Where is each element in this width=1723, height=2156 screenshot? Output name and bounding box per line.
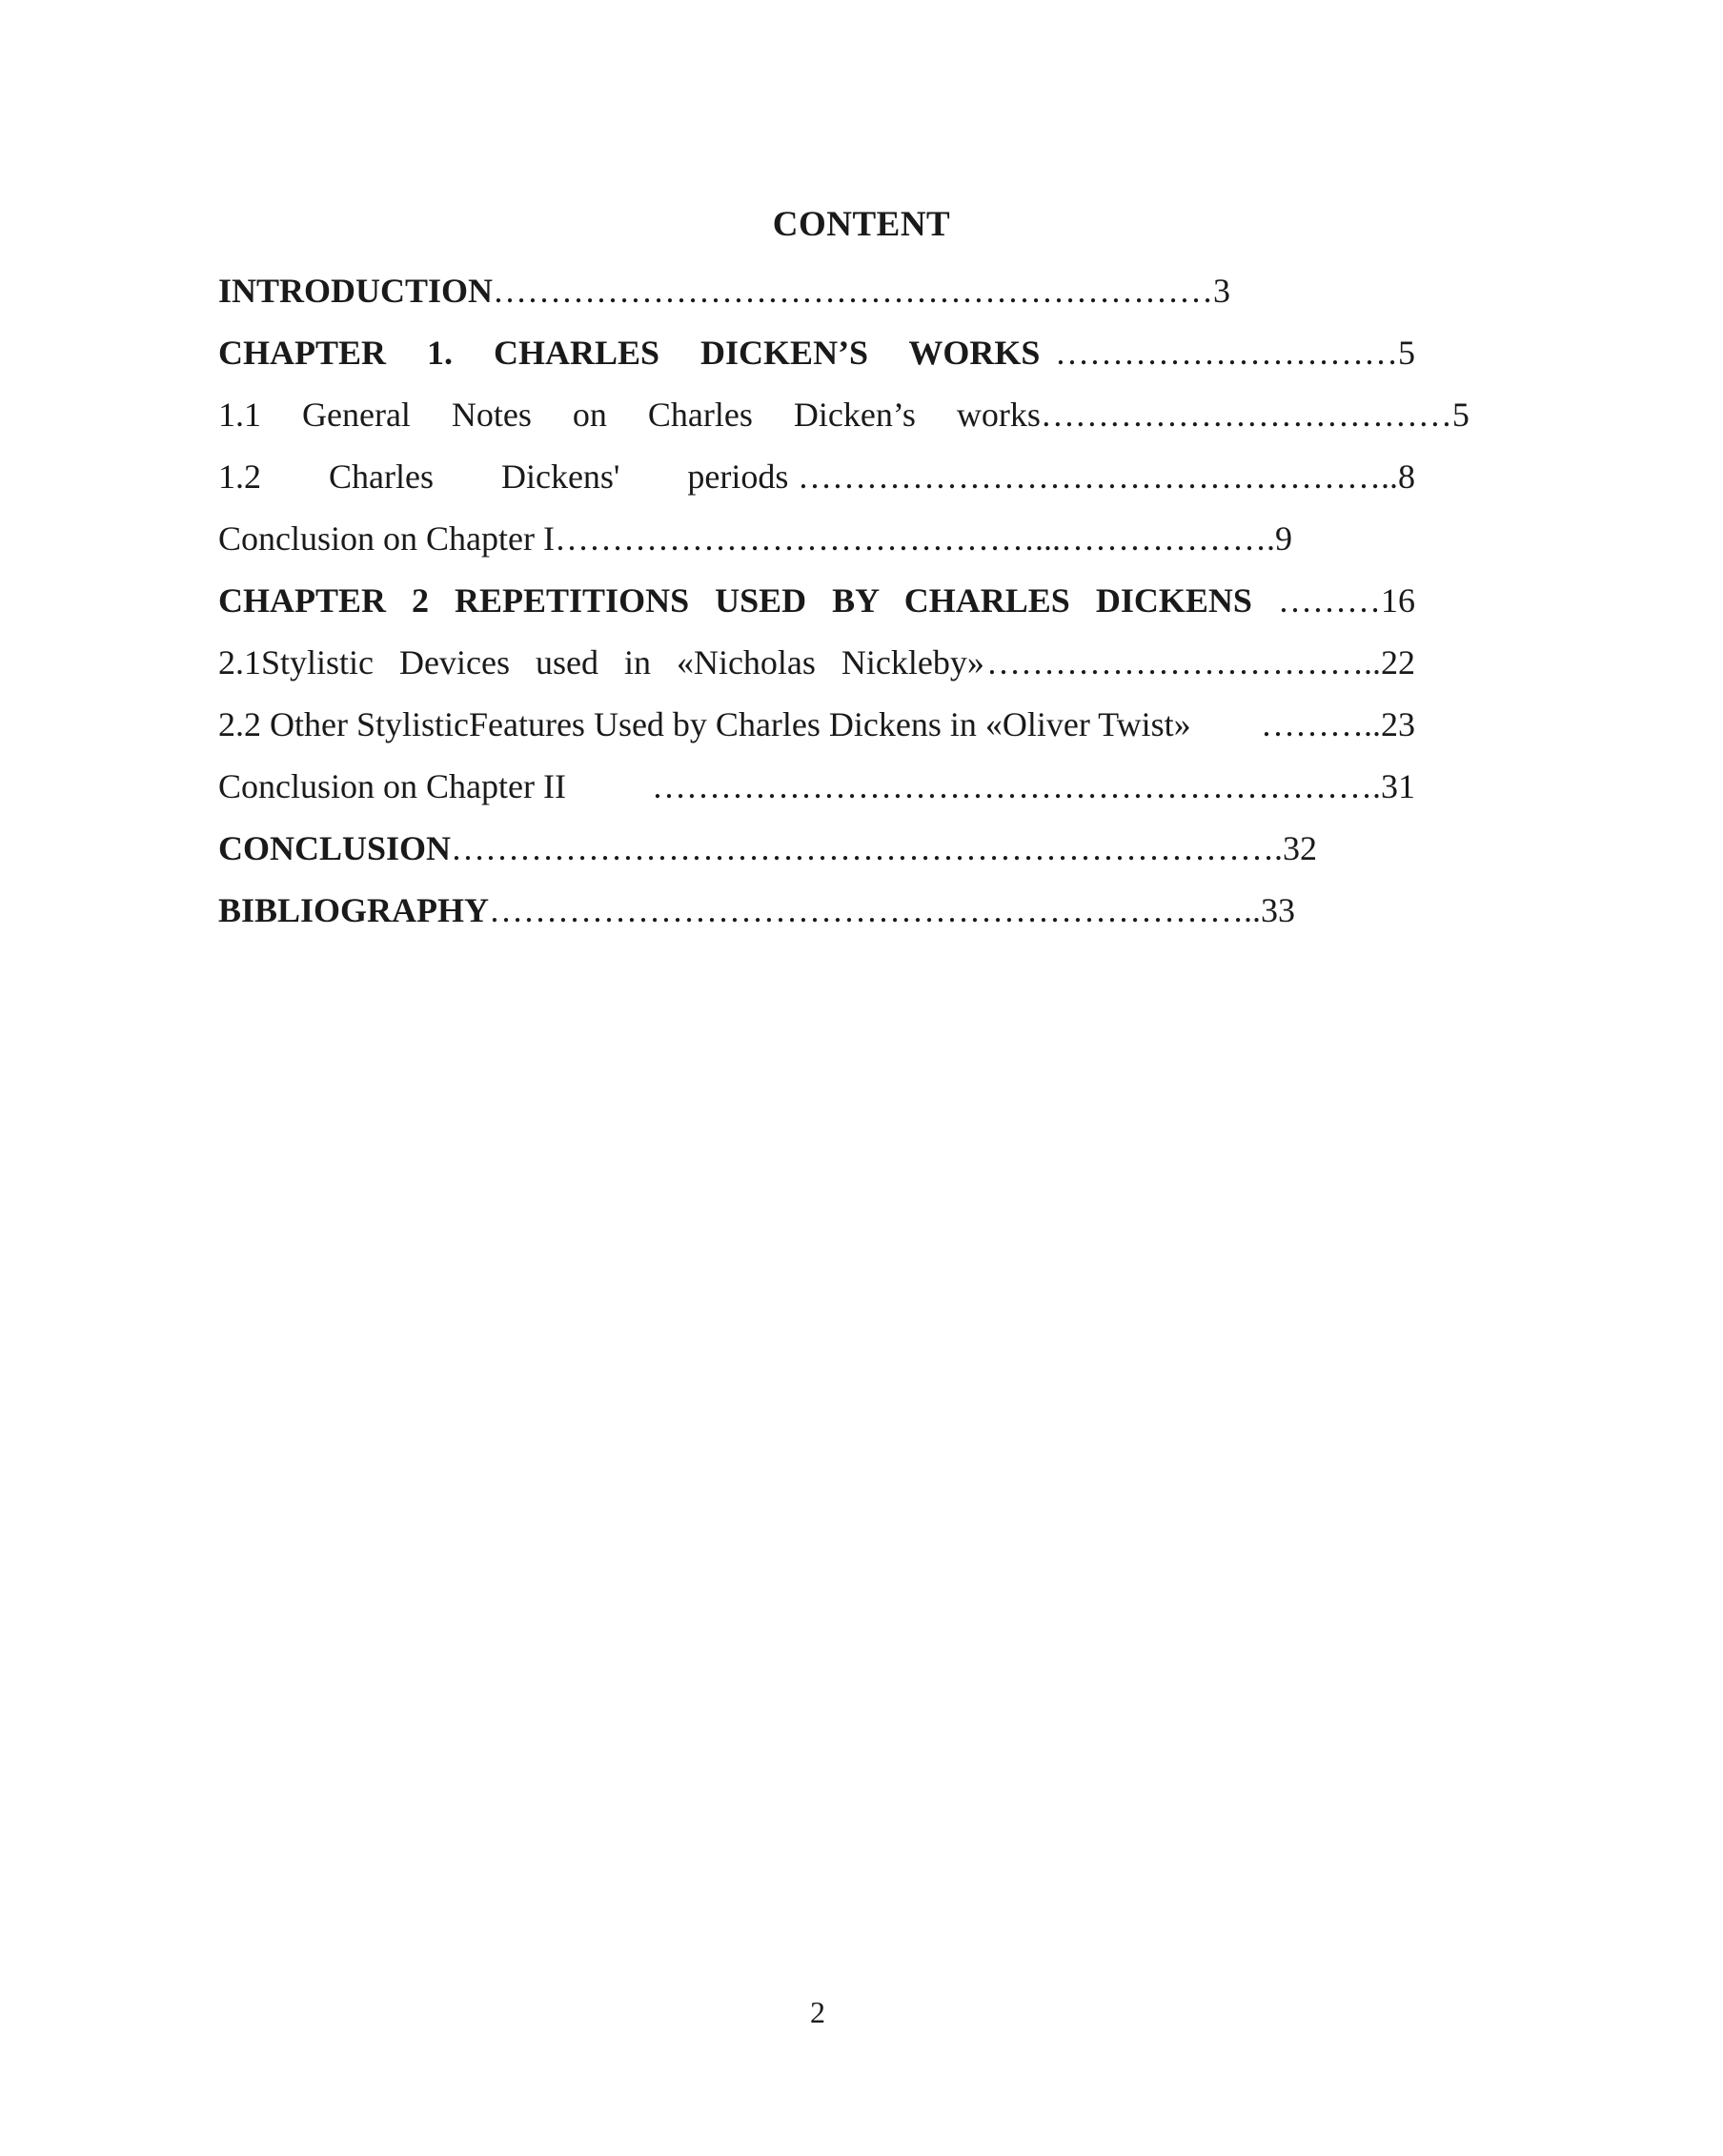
toc-entry-text: Conclusion on Chapter I: [218, 519, 555, 558]
page-number: 2: [810, 1995, 825, 2029]
toc-entry-conclusion-chapter-2[interactable]: [218, 763, 1415, 824]
toc-entry-1-2[interactable]: [218, 453, 1415, 515]
toc-leader-dots: ………: [1278, 581, 1381, 620]
table-of-contents: [218, 267, 1470, 948]
toc-entry-introduction[interactable]: [218, 267, 1310, 329]
toc-entry-tail: [798, 453, 1415, 500]
toc-entry-text: 2.2 Other StylisticFeatures Used by Charles Dickens in «Oliver Twist»: [218, 705, 1191, 743]
toc-page-number: 22: [1381, 643, 1415, 681]
toc-leader-dots: ………..: [1261, 705, 1381, 743]
toc-entry-conclusion[interactable]: [218, 824, 1403, 886]
toc-leader-dots: ……………………………………………………………….: [451, 829, 1284, 867]
toc-entry-text: 2.1Stylistic Devices used in «Nicholas Nickleby»: [218, 643, 984, 681]
toc-entry-tail: [1261, 701, 1415, 748]
toc-entry-text: INTRODUCTION: [218, 272, 494, 310]
toc-page-number: 5: [1398, 334, 1415, 372]
toc-leader-dots: ……………………………………...………………: [554, 519, 1267, 558]
toc-entry-text: 1.1 General Notes on Charles Dicken’s works: [218, 396, 1041, 434]
toc-entry-tail: [1041, 391, 1470, 438]
toc-page-number: 31: [1381, 767, 1415, 805]
toc-page-number: 32: [1283, 829, 1318, 867]
toc-entry-1-1[interactable]: [218, 391, 1470, 453]
toc-entry-tail: [986, 639, 1415, 686]
toc-entry-conclusion-chapter-1[interactable]: [218, 515, 1403, 577]
toc-entry-text: CHAPTER 2 REPETITIONS USED BY CHARLES DICKENS: [218, 581, 1252, 620]
toc-title: CONTENT: [772, 205, 951, 244]
toc-leader-dots: ……………………………..: [986, 643, 1381, 681]
toc-page-number: 5: [1451, 396, 1470, 434]
toc-entry-chapter-2[interactable]: [218, 577, 1415, 639]
toc-page-number: 8: [1398, 458, 1415, 496]
toc-leader-dots: …………………………: [1055, 334, 1398, 372]
toc-page-number: .9: [1266, 519, 1292, 558]
toc-page-number: 3: [1213, 272, 1231, 310]
toc-leader-dots: …………………………………………………………..: [489, 891, 1262, 929]
toc-entry-text: BIBLIOGRAPHY: [218, 891, 490, 929]
toc-entry-tail: [1278, 577, 1415, 624]
toc-leader-dots: ………………………………………………………: [493, 272, 1214, 310]
toc-entry-chapter-1[interactable]: [218, 329, 1415, 391]
toc-entry-text: Conclusion on Chapter II: [218, 767, 566, 805]
toc-page-number: 23: [1381, 705, 1415, 743]
toc-entry-bibliography[interactable]: [218, 886, 1383, 948]
toc-leader-dots: ……………………………………………………….: [652, 767, 1381, 805]
toc-leader-dots: ……………………………………………..: [798, 458, 1398, 496]
toc-page-number: 16: [1381, 581, 1415, 620]
toc-entry-text: CONCLUSION: [218, 829, 452, 867]
toc-entry-2-1[interactable]: [218, 639, 1415, 701]
toc-page-number: 33: [1261, 891, 1296, 929]
toc-entry-text: CHAPTER 1. CHARLES DICKEN’S WORKS: [218, 334, 1041, 372]
toc-leader-dots: ………………………………: [1040, 396, 1452, 434]
toc-entry-tail: [652, 763, 1415, 810]
toc-entry-tail: [1055, 329, 1415, 376]
toc-entry-2-2[interactable]: [218, 701, 1415, 763]
toc-entry-text: 1.2 Charles Dickens' periods: [218, 458, 789, 496]
